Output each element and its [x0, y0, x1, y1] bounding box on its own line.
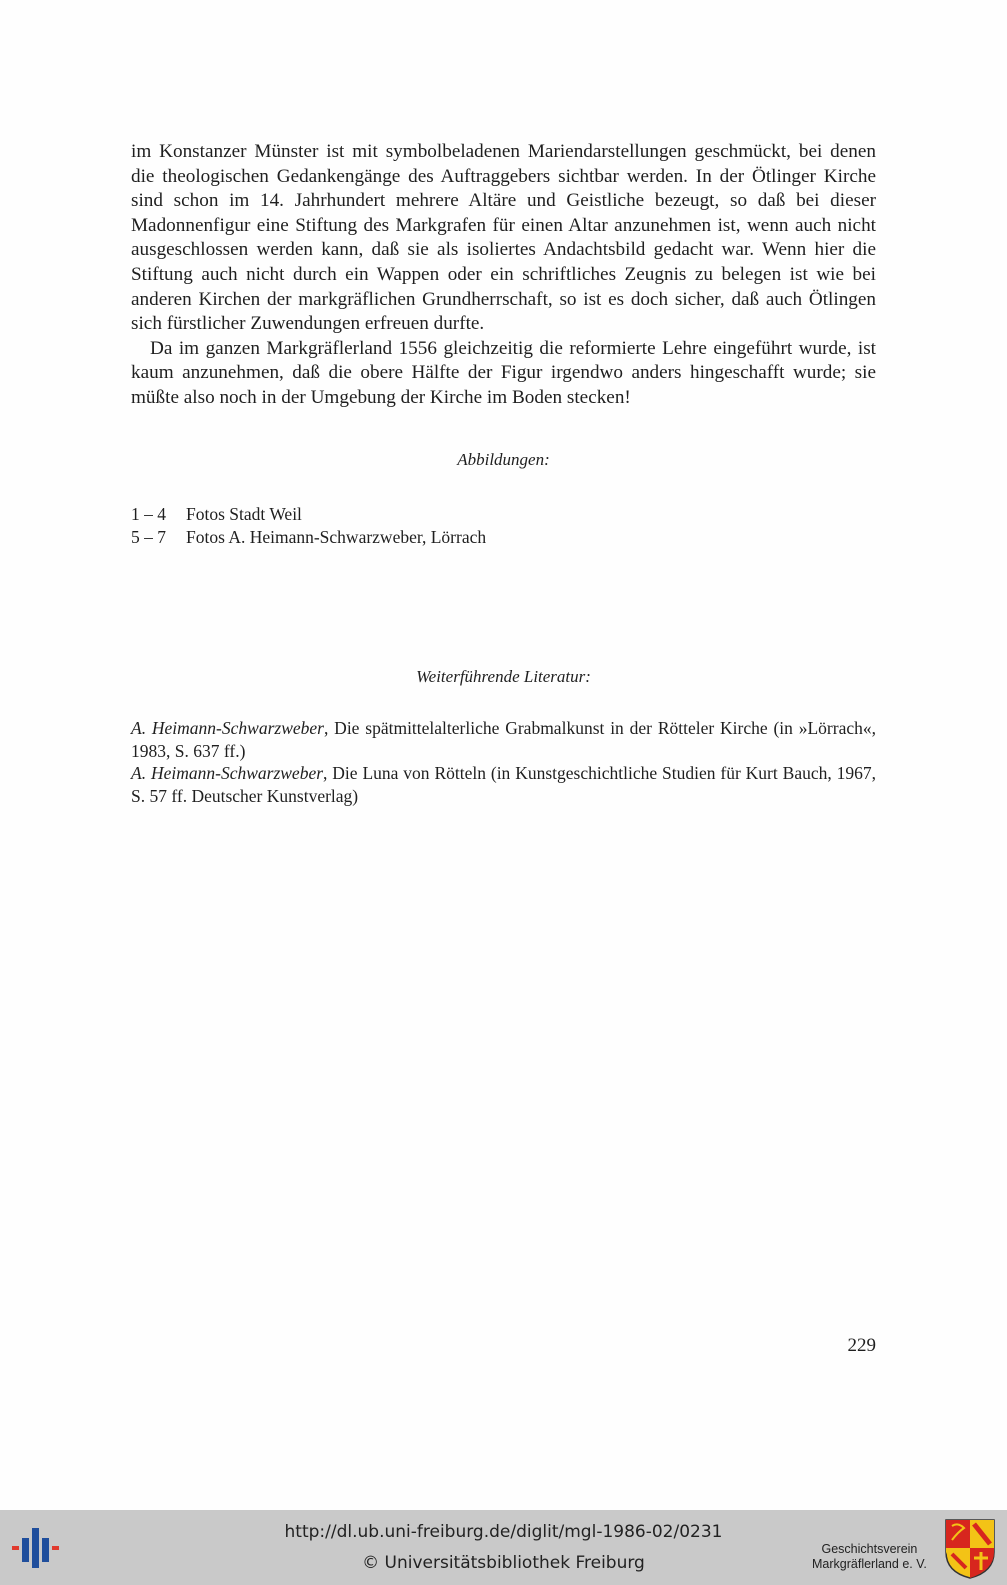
- literature-author: A. Heimann-Schwarzweber: [131, 763, 324, 783]
- body-paragraph-2: Da im ganzen Markgräflerland 1556 gleichzeitig die reformierte Lehre eingeführt wurde, ist kaum anzunehmen, daß die obere Hälfte der Figur irgendwo anders hingeschafft wurde; sie müßte also noch in der Umgebung der Kirche im Boden stecken!: [131, 337, 876, 408]
- literature-heading: Weiterführende Literatur:: [416, 667, 591, 686]
- body-text: [131, 140, 876, 411]
- figures-list: [131, 503, 486, 549]
- copyright-notice: © Universitätsbibliothek Freiburg: [362, 1553, 645, 1573]
- literature-author: A. Heimann-Schwarzweber: [131, 718, 324, 738]
- page-number: 229: [847, 1335, 876, 1356]
- society-name-line-1: Geschichtsverein: [821, 1542, 918, 1556]
- literature-details: , Die Luna von Rötteln (in Kunstgeschichtliche Studien für Kurt Bauch, 1967, S. 57 ff. Deutscher Kunstverlag): [131, 763, 876, 806]
- literature-entry: [131, 762, 876, 807]
- literature-list: [131, 717, 876, 807]
- footer-bar: [0, 1510, 1007, 1585]
- figures-heading: Abbildungen:: [457, 450, 550, 469]
- figure-credit: Fotos A. Heimann-Schwarzweber, Lörrach: [186, 527, 487, 547]
- document-url-link[interactable]: http://dl.ub.uni-freiburg.de/diglit/mgl-1986-02/0231: [284, 1522, 723, 1542]
- coat-of-arms-icon: [944, 1518, 996, 1580]
- figure-number: 1 – 4: [131, 504, 166, 524]
- figure-number: 5 – 7: [131, 527, 166, 547]
- figure-credit: Fotos Stadt Weil: [186, 504, 302, 524]
- literature-entry: [131, 717, 876, 762]
- society-name-line-2: Markgräflerland e. V.: [812, 1557, 927, 1571]
- body-paragraph-1: im Konstanzer Münster ist mit symbolbeladenen Mariendarstellungen geschmückt, bei denen die theologischen Gedankengänge des Auftraggebers sichtbar werden. In der Ötlinger Kirche sind schon im 14. Jahrhundert mehrere Altäre und Geistliche bezeugt, so daß bei dieser Madonnenfigur eine Stiftung des Markgrafen für einen Altar anzunehmen ist, wenn auch nicht ausgeschlossen werden kann, daß sie als isoliertes Andachtsbild gedacht war. Wenn hier die Stiftung auch nicht durch ein Wappen oder ein schriftliches Zeugnis zu belegen ist wie bei anderen Kirchen der markgräflichen Grundherrschaft, so ist es doch sicher, daß auch Ötlingen sich fürstlicher Zuwendungen erfreuen durfte.: [131, 141, 876, 335]
- figure-item: [131, 503, 486, 526]
- literature-details: , Die spätmittelalterliche Grabmalkunst in der Rötteler Kirche (in »Lörrach«, 1983, S. 637 ff.): [131, 718, 876, 761]
- figure-item: [131, 526, 486, 549]
- society-name: [812, 1542, 927, 1572]
